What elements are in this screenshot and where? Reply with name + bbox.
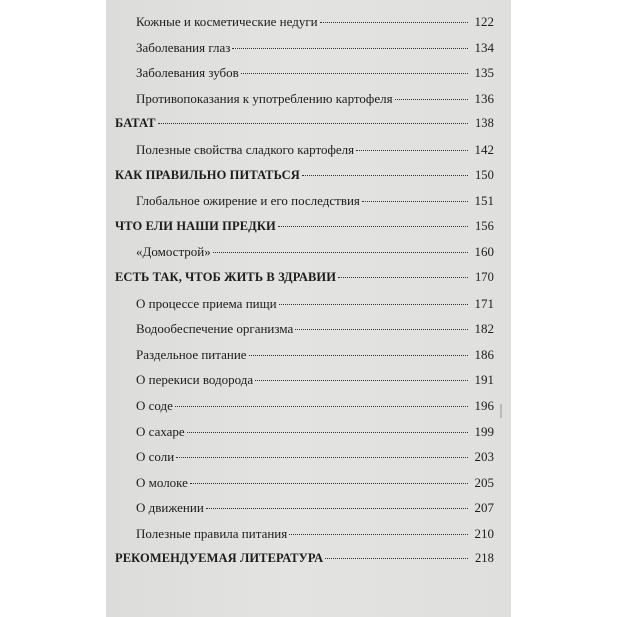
toc-entry-page: 122 [474, 14, 494, 29]
toc-entry-page: 138 [474, 116, 494, 131]
toc-entry [106, 14, 511, 40]
toc-entry-page: 199 [474, 423, 494, 439]
dot-leader [241, 73, 468, 74]
toc-entry [106, 526, 511, 552]
toc-entry [106, 168, 511, 194]
toc-entry-page: 156 [474, 218, 494, 233]
book-page [106, 0, 511, 617]
dot-leader [289, 534, 468, 535]
dot-leader [175, 406, 468, 407]
toc-entry-title: О соли [136, 449, 175, 465]
toc-entry-page: 134 [474, 39, 494, 55]
toc-entry-title: О сахаре [136, 423, 185, 439]
toc-entry [106, 244, 511, 270]
toc-entry [106, 193, 511, 219]
toc-entry [106, 372, 511, 398]
toc-entry [106, 219, 511, 245]
dot-leader [362, 201, 468, 202]
dot-leader [302, 175, 468, 176]
toc-entry [106, 296, 511, 322]
toc-entry [106, 321, 511, 347]
dot-leader [295, 329, 468, 330]
dot-leader [338, 277, 468, 278]
toc-entry-title: «Домострой» [136, 244, 211, 260]
dot-leader [213, 252, 468, 253]
toc-entry-page: 135 [474, 65, 494, 81]
toc-entry-page: 210 [474, 525, 494, 541]
toc-entry-title: Кожные и косметические недуги [136, 14, 318, 29]
toc-entry [106, 449, 511, 475]
toc-entry [106, 270, 511, 296]
toc-entry-title: РЕКОМЕНДУЕМАЯ ЛИТЕРАТУРА [115, 551, 324, 566]
toc-entry-title: О перекиси водорода [136, 372, 254, 388]
dot-leader [279, 304, 468, 305]
toc-entry [106, 424, 511, 450]
toc-entry-page: 151 [474, 193, 494, 209]
toc-entry-page: 170 [474, 269, 494, 284]
toc-entry-title: ЕСТЬ ТАК, ЧТОБ ЖИТЬ В ЗДРАВИИ [115, 269, 337, 284]
toc-entry [106, 398, 511, 424]
toc-entry-page: 171 [474, 295, 494, 311]
toc-entry-title: О процессе приема пищи [136, 295, 277, 311]
dot-leader [249, 355, 468, 356]
toc-entry-page: 196 [474, 397, 494, 413]
toc-entry-page: 191 [474, 372, 494, 388]
toc-entry-title: Глобальное ожирение и его последствия [136, 193, 360, 209]
dot-leader [320, 22, 468, 23]
toc-entry-title: Полезные свойства сладкого картофеля [136, 141, 355, 157]
dot-leader [255, 380, 468, 381]
toc-entry-page: 186 [474, 346, 494, 362]
toc-entry-page: 203 [474, 449, 494, 465]
dot-leader [278, 226, 468, 227]
toc-entry-title: О молоке [136, 474, 188, 490]
toc-entry [106, 551, 511, 577]
toc-entry-page: 218 [474, 551, 494, 566]
toc-entry [106, 347, 511, 373]
toc-entry-title: ЧТО ЕЛИ НАШИ ПРЕДКИ [115, 218, 276, 233]
toc-entry-title: Заболевания глаз [136, 39, 231, 55]
toc-entry-page: 205 [474, 474, 494, 490]
toc-entry [106, 142, 511, 168]
toc-entry-title: Заболевания зубов [136, 65, 239, 81]
toc-entry [106, 40, 511, 66]
dot-leader [158, 123, 468, 124]
toc-entry [106, 116, 511, 142]
toc-entry-title: КАК ПРАВИЛЬНО ПИТАТЬСЯ [115, 167, 300, 182]
toc-entry-title: О движении [136, 500, 204, 516]
toc-entry-page: 182 [474, 321, 494, 337]
toc-entry-page: 150 [474, 167, 494, 182]
toc-entry-page: 160 [474, 244, 494, 260]
toc-entry-page: 142 [474, 141, 494, 157]
toc-entry [106, 65, 511, 91]
toc-entry-title: Полезные правила питания [136, 525, 288, 541]
toc-entry-title: Водообеспечение организма [136, 321, 294, 337]
page-fold-mark [500, 404, 502, 418]
toc-entry-title: БАТАТ [115, 116, 156, 131]
dot-leader [395, 99, 468, 100]
dot-leader [187, 432, 468, 433]
dot-leader [206, 508, 468, 509]
toc-entry [106, 500, 511, 526]
table-of-contents [106, 14, 511, 577]
dot-leader [356, 150, 468, 151]
toc-entry-page: 136 [474, 90, 494, 106]
toc-entry [106, 475, 511, 501]
dot-leader [325, 558, 468, 559]
toc-entry-title: О соде [136, 397, 173, 413]
dot-leader [176, 457, 468, 458]
toc-entry-page: 207 [474, 500, 494, 516]
toc-entry [106, 91, 511, 117]
dot-leader [232, 48, 468, 49]
toc-entry-title: Противопоказания к употреблению картофеля [136, 90, 393, 106]
dot-leader [190, 483, 468, 484]
toc-entry-title: Раздельное питание [136, 346, 247, 362]
